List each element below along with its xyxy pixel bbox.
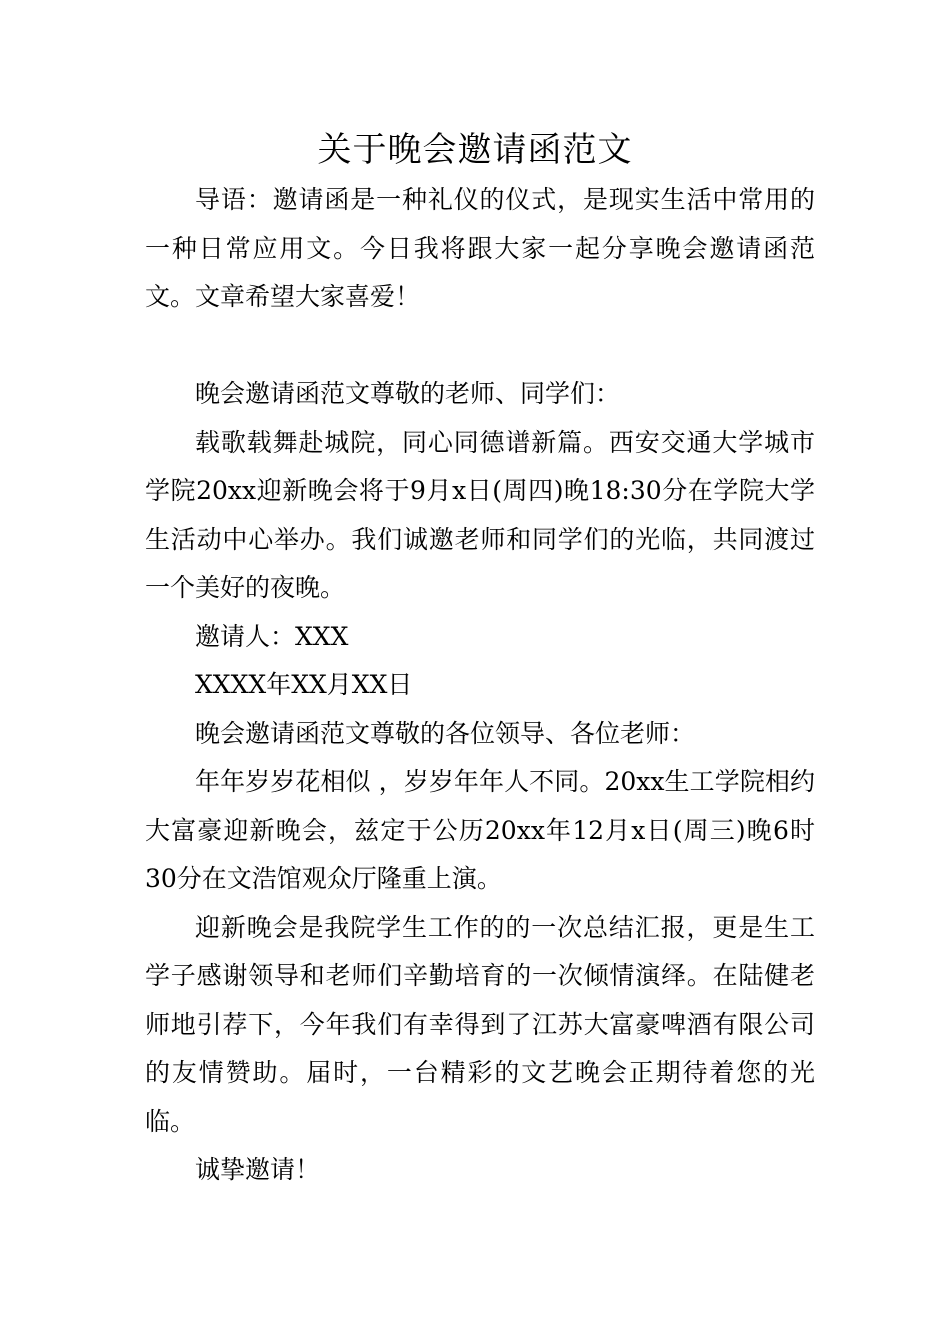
invitation-paragraph-2: 年年岁岁花相似 ，岁岁年年人不同。20xx生工学院相约大富豪迎新晚会，兹定于公历20xx年12月x日(周三)晚6时30分在文浩馆观众厅隆重上演。 — [145, 767, 815, 893]
invitation-paragraph-3: 迎新晚会是我院学生工作的的一次总结汇报，更是生工学子感谢领导和老师们辛勤培育的一次倾情演绎。在陆健老师地引荐下，今年我们有幸得到了江苏大富豪啤酒有限公司的友情赞助。届时，一台精彩的文艺晚会正期待着您的光临。 — [145, 912, 815, 1136]
inviter-line: 邀请人：XXX — [195, 621, 349, 651]
document-title: 关于晚会邀请函范文 — [317, 130, 633, 170]
invitation-paragraph-1: 载歌载舞赴城院，同心同德谱新篇。西安交通大学城市学院20xx迎新晚会将于9月x日(周四)晚18:30分在学院大学生活动中心举办。我们诚邀老师和同学们的光临，共同渡过一个美好的夜晚。 — [145, 427, 815, 602]
salutation-1: 晚会邀请函范文尊敬的老师、同学们： — [195, 379, 621, 408]
salutation-2: 晚会邀请函范文尊敬的各位领导、各位老师： — [195, 718, 696, 748]
blank-line — [145, 322, 815, 371]
intro-paragraph: 导语：邀请函是一种礼仪的仪式，是现实生活中常用的一种日常应用文。今日我将跟大家一起分享晚会邀请函范文。文章希望大家喜爱！ — [145, 185, 815, 311]
closing-line: 诚挚邀请！ — [195, 1155, 321, 1184]
date-line: XXXX年XX月XX日 — [195, 670, 413, 699]
document-body — [145, 176, 815, 1195]
